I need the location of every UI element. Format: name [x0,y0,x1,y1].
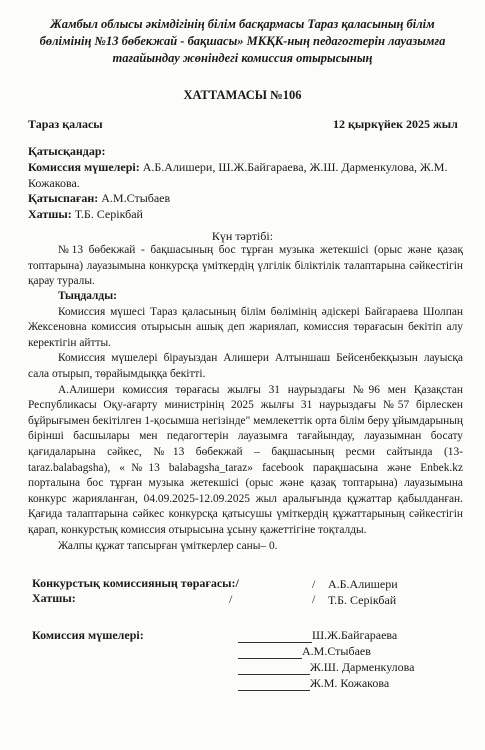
heard-title: Тыңдалды: [58,290,117,302]
secretary-value: Т.Б. Серікбай [71,207,143,221]
document-title: ХАТТАМАСЫ №106 [183,88,302,102]
chair-signature-label: Конкурстық комиссияның төрағасы:/ [32,576,239,590]
header-line-1: Жамбыл облысы әкімдігінің білім басқармасы Тараз қаласының білім [50,17,435,31]
heard-paragraph-1: Комиссия мүшесі Тараз қаласының білім бөлімінің әдіскері Байгараева Шолпан Жексеновна комиссия отырысын ашық деп жариялап, комиссия төрағасын бекітіп алу керектігін айтты. [28,305,463,349]
member-signature-4: Ж.М. Кожакова [310,676,390,690]
absent-row [28,191,170,206]
members-value: А.Б.Алишери, Ш.Ж.Байгараева, Ж.Ш. Дарменкулова, Ж.М. Кожакова. [28,160,448,190]
absent-value: А.М.Стыбаев [98,191,171,205]
secretary-label: Хатшы: [28,207,72,221]
absent-label: Қатыспаған: [28,191,99,205]
heard-paragraph-4: Жалпы құжат тапсырған үміткерлер саны– 0. [58,539,278,552]
header-line-3: тағайындау жөніндегі комиссия отырысының [112,51,373,65]
signature-line [238,642,312,643]
agenda-text: №13 бөбекжай - бақшасының бос тұрған музыка жетекшісі (орыс және қазақ топтарына) лауазымына конкурсқа үміткердің үлгілік біліктілік талаптарына сәйкестігін қарау туралы. [28,244,463,288]
signature-line [238,674,310,675]
members-signature-label: Комиссия мүшелері: [32,628,144,642]
date: 12 қыркүйек 2025 жыл [333,117,458,131]
chair-slash: / [312,577,316,591]
member-signature-2: А.М.Стыбаев [302,644,371,658]
document-header [20,16,465,67]
chair-name: А.Б.Алишери [328,577,398,591]
heard-block [28,289,463,554]
members-present [28,159,458,191]
secretary-signature-label: Хатшы: [32,591,76,605]
member-signature-3: Ж.Ш. Дарменкулова [310,660,415,674]
signature-line [238,690,310,691]
heard-paragraph-2: Комиссия мүшелері бірауыздан Алишери Алтыншаш Бейсенбекқызын лауысқа сала отырып, төрайымдыққа бекітті. [28,352,463,380]
agenda-text-block [28,243,463,290]
city: Тараз қаласы [28,117,103,131]
secretary-row [28,207,143,222]
agenda-title: Күн тәртібі: [211,229,274,243]
heard-paragraph-3: А.Алишери комиссия төрағасы жылғы 31 наурыздағы №96 мен Қазақстан Республикасы Оқу-ағарту министрінің 2025 жылғы 31 наурыздағы №57 бірлескен бұйрығымен бекітілген 1-қосымша негізінде" мемлекеттік орта білім беру ұйымдарының бірінші басшылары мен педагогтерін лауазымға тағайындау, лауазымнан босату қағидаларына сәйкес, №13 бөбекжай – бақшасының ресми сайтында (13-taraz.balabagsha), «№13 balabagsha_taraz» facebook парақшасына және Enbek.kz порталына бос тұрған музыка жетекшісі (орыс және қазақ топтарына) лауазымына конкурс жарияланған, 04.09.2025-12.09.2025 жыл аралығында құжаттар қабылданған. Қағида талаптарына сәйкес конкурсқа қатысушы үміткердің құжаттарының сәйкестігін қарап, конкурстық комиссия отырысына ұсыну қажеттігіне тоқталды. [28,383,463,536]
member-signature-1: Ш.Ж.Байгараева [312,628,398,642]
secretary-slash-1: / [229,592,233,606]
secretary-slash-2: / [312,592,316,606]
signature-line [238,658,302,659]
attendance-heading: Қатысқандар: [28,144,106,158]
header-line-2: бөлімінің №13 бөбекжай - бақшасы» МКҚК-ның педагогтерін лауазымға [39,34,446,48]
members-label: Комиссия мүшелері: [28,160,140,174]
secretary-name: Т.Б. Серікбай [328,593,397,607]
